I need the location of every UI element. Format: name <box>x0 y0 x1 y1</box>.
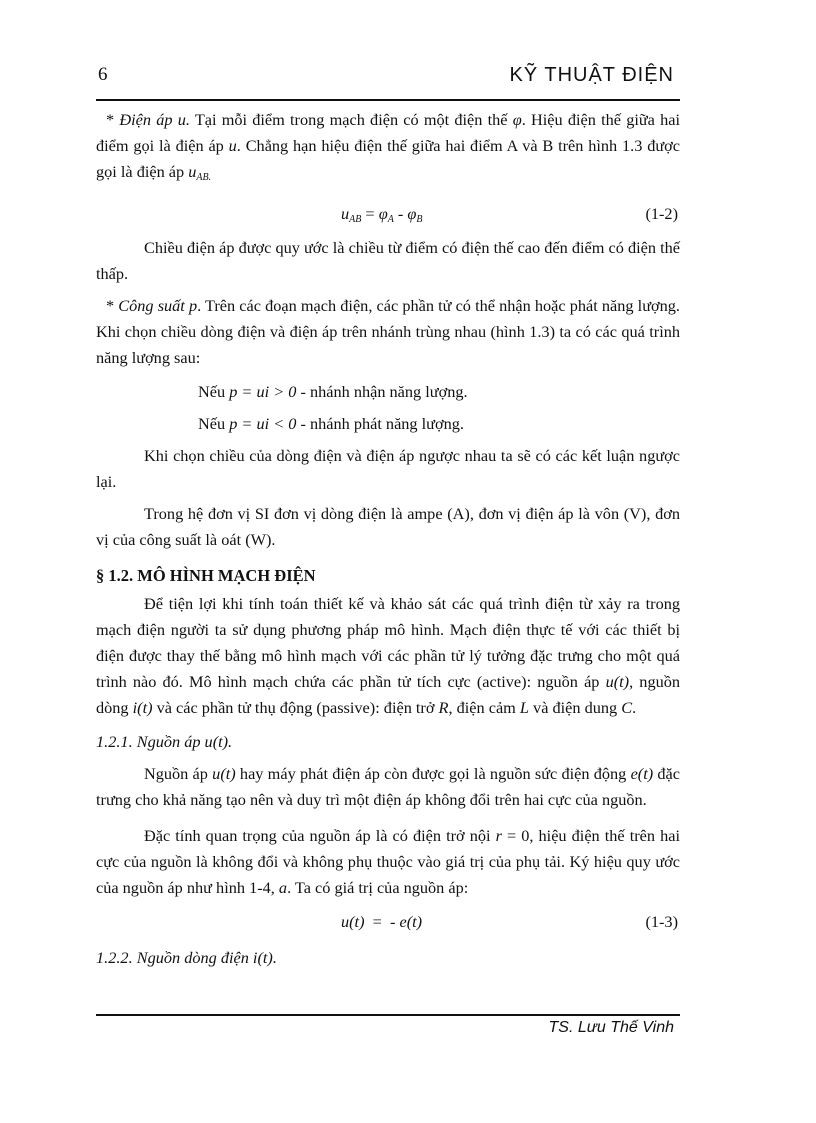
subsection-voltage-source: 1.2.1. Nguồn áp u(t). <box>96 732 233 751</box>
paragraph-voltage: * Điện áp u. Tại mỗi điểm trong mạch điện có một điện thế φ. Hiệu điện thế giữa hai điểm gọi là điện áp u. Chẳng hạn hiệu điện thế giữa hai điểm A và B trên hình 1.3 được gọi là điện áp $u_{AB.}$ <box>96 110 681 183</box>
paragraph-model: Để tiện lợi khi tính toán thiết kế và khảo sát các quá trình điện từ xảy ra trong mạch điện người ta sử dụng phương pháp mô hình. Mạch điện thực tế với các thiết bị điện được thay thế bằng mô hình mạch với các phần tử lý tưởng đặc trưng cho một quá trình nào đó. Mô hình mạch chứa các phần tử tích cực (active): nguồn áp u(t), nguồn dòng i(t) và các phần tử thụ động (passive): điện trở R, điện cảm L và điện dung C. <box>96 594 681 717</box>
equation-expression: u(t) = - e(t) <box>341 912 423 931</box>
term-power: Công suất p <box>118 296 198 315</box>
document-page <box>96 0 680 1123</box>
page-body <box>96 107 680 977</box>
paragraph-opposite: Khi chọn chiều của dòng điện và điện áp ngược nhau ta sẽ có các kết luận ngược lại. <box>96 446 680 491</box>
paragraph-voltage-source-property: Đặc tính quan trọng của nguồn áp là có điện trở nội r = 0, hiệu điện thế trên hai cực của nguồn là không đổi và không phụ thuộc vào giá trị của phụ tải. Ký hiệu quy ước của nguồn áp như hình 1-4, a. Ta có giá trị của nguồn áp: <box>96 826 680 897</box>
condition-receive: Nếu p = ui > 0 - nhánh nhận năng lượng. <box>198 382 468 401</box>
subsection-current-source: 1.2.2. Nguồn dòng điện i(t). <box>96 948 277 967</box>
section-heading: § 1.2. MÔ HÌNH MẠCH ĐIỆN <box>96 566 316 585</box>
paragraph-si-units: Trong hệ đơn vị SI đơn vị dòng điện là ampe (A), đơn vị điện áp là vôn (V), đơn vị của công suất là oát (W). <box>96 504 680 549</box>
author-footer: TS. Lưu Thế Vinh <box>548 1019 674 1036</box>
equation-expression: $u_{AB} = \varphi_A - \varphi_B$ <box>341 204 423 225</box>
term-voltage: Điện áp u. <box>119 110 190 129</box>
paragraph-voltage-direction: Chiều điện áp được quy ước là chiều từ điểm có điện thế cao đến điểm có điện thế thấp. <box>96 238 680 283</box>
page-number: 6 <box>98 64 108 85</box>
paragraph-voltage-source: Nguồn áp u(t) hay máy phát điện áp còn được gọi là nguồn sức điện động e(t) đặc trưng cho khả năng tạo nên và duy trì một điện áp không đổi trên hai cực của nguồn. <box>96 764 681 809</box>
equation-number: (1-2) <box>645 204 678 223</box>
footer-rule <box>96 1014 680 1016</box>
equation-1-2 <box>96 201 680 227</box>
equation-1-3 <box>96 909 680 935</box>
book-title: KỸ THUẬT ĐIỆN <box>509 64 674 86</box>
equation-number: (1-3) <box>645 912 678 931</box>
paragraph-power: * Công suất p. Trên các đoạn mạch điện, các phần tử có thể nhận hoặc phát năng lượng. Khi chọn chiều dòng điện và điện áp trên nhánh trùng nhau (hình 1.3) ta có các quá trình năng lượng sau: <box>96 296 680 367</box>
header-rule <box>96 99 680 101</box>
page-header <box>96 64 680 90</box>
condition-supply: Nếu p = ui < 0 - nhánh phát năng lượng. <box>198 414 464 433</box>
